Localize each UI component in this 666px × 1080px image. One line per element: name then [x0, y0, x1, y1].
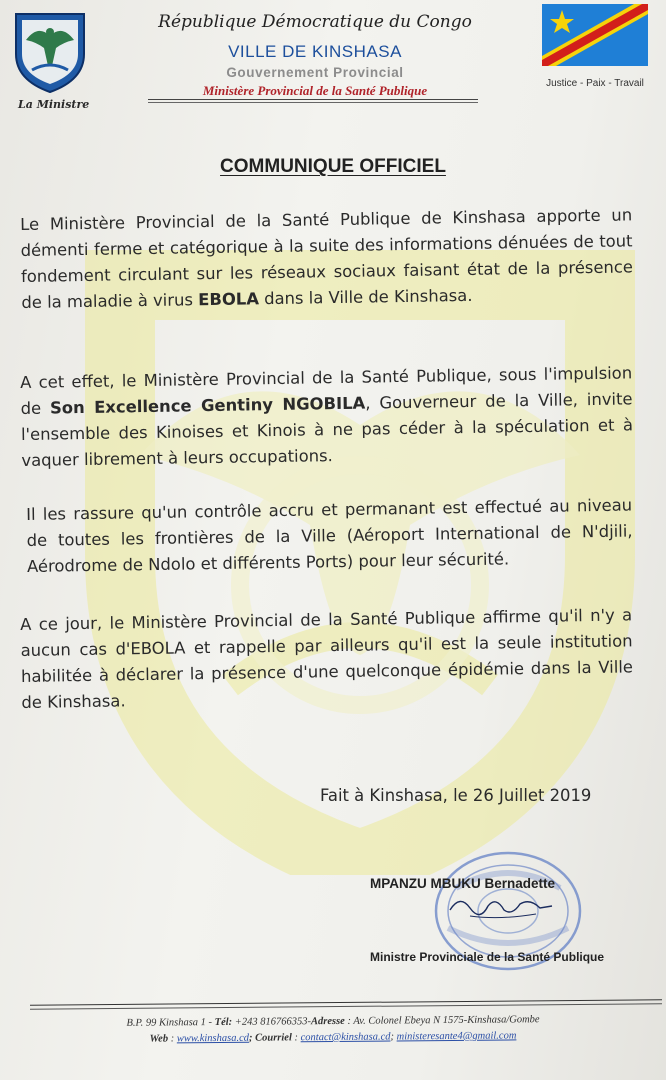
handwritten-signature: [440, 886, 560, 926]
footer-tel: +243 816766353: [232, 1016, 308, 1028]
governor-name: Son Excellence Gentiny NGOBILA: [49, 393, 366, 418]
paragraph-2: [20, 360, 634, 474]
footer-web-label: Web: [149, 1033, 169, 1045]
kinshasa-emblem: [12, 10, 88, 94]
footer-ministry-email-link[interactable]: ministeresante4@gmail.com: [396, 1030, 517, 1043]
paragraph-4: A ce jour, le Ministère Provincial de la Santé Publique affirme qu'il n'y a aucun cas d'EBOLA et rappelle par ailleurs qu'il est la seule institution habilitée à déclarer la présence d'une quelconque épidémie dans la Ville de Kinshasa.: [20, 605, 634, 712]
paragraph-1-text: Le Ministère Provincial de la Santé Publique de Kinshasa apporte un démenti ferme et catégorique à la suite des informations dénuées de tout fondement circulant sur les réseaux sociaux faisant état de la présence de la maladie à virus: [20, 205, 634, 312]
footer-address: : Av. Colonel Ebeya N 1575-Kinshasa/Gombe: [344, 1014, 540, 1027]
signatory-role: Ministre Provinciale de la Santé Publique: [370, 950, 605, 964]
paragraph-2-tail: , Gouverneur de la Ville, invite l'ensemble des Kinoises et Kinois à ne pas céder à la spéculation et à vaquer librement à leurs occupations.: [20, 389, 634, 470]
footer-tel-label: Tél:: [214, 1016, 233, 1029]
national-motto: Justice - Paix - Travail: [546, 78, 644, 89]
footer-address-label: Adresse: [310, 1015, 345, 1028]
footer-email-separator: :: [291, 1032, 301, 1044]
header-rule-secondary: [148, 102, 478, 103]
footer-separator: -: [307, 1016, 312, 1028]
date-line: Fait à Kinshasa, le 26 Juillet 2019: [320, 786, 592, 805]
drc-flag: [542, 4, 648, 66]
signatory-name: MPANZU MBUKU Bernadette: [370, 876, 556, 891]
footer-website-link[interactable]: www.kinshasa.cd: [176, 1032, 250, 1045]
city-heading: VILLE DE KINSHASA: [228, 42, 402, 61]
paragraph-2-text: A cet effet, le Ministère Provincial de la Santé Publique, sous l'impulsion de: [20, 363, 633, 418]
paragraph-1-tail: dans la Ville de Kinshasa.: [258, 285, 473, 309]
ministry-heading: Ministère Provincial de la Santé Publique: [202, 83, 428, 98]
header-rule: [148, 99, 478, 100]
ministre-caption: La Ministre: [18, 98, 90, 111]
footer-contact-line: [0, 1029, 666, 1046]
footer-address-line: [0, 1013, 666, 1030]
paragraph-1-bold: EBOLA: [198, 289, 260, 310]
paragraph-1: [20, 202, 634, 316]
footer-contact-email-link[interactable]: contact@kinshasa.cd: [300, 1031, 391, 1044]
footer-bp: B.P. 99 Kinshasa 1 -: [126, 1017, 215, 1029]
republic-heading: République Démocratique du Congo: [158, 12, 472, 32]
communique-title: [0, 156, 666, 178]
footer-email-label: ; Courriel: [248, 1032, 292, 1044]
footer-email-divider: ;: [390, 1031, 397, 1043]
communique-title-text: COMMUNIQUE OFFICIEL: [220, 156, 446, 177]
paragraph-3: Il les rassure qu'un contrôle accru et permanant est effectué au niveau de toutes les frontières de la Ville (Aéroport International de N'djili, Aérodrome de Ndolo et différents Ports) pour leur sécurité.: [26, 495, 633, 576]
government-heading: Gouvernement Provincial: [226, 65, 404, 80]
footer-web-separator: :: [168, 1033, 177, 1045]
